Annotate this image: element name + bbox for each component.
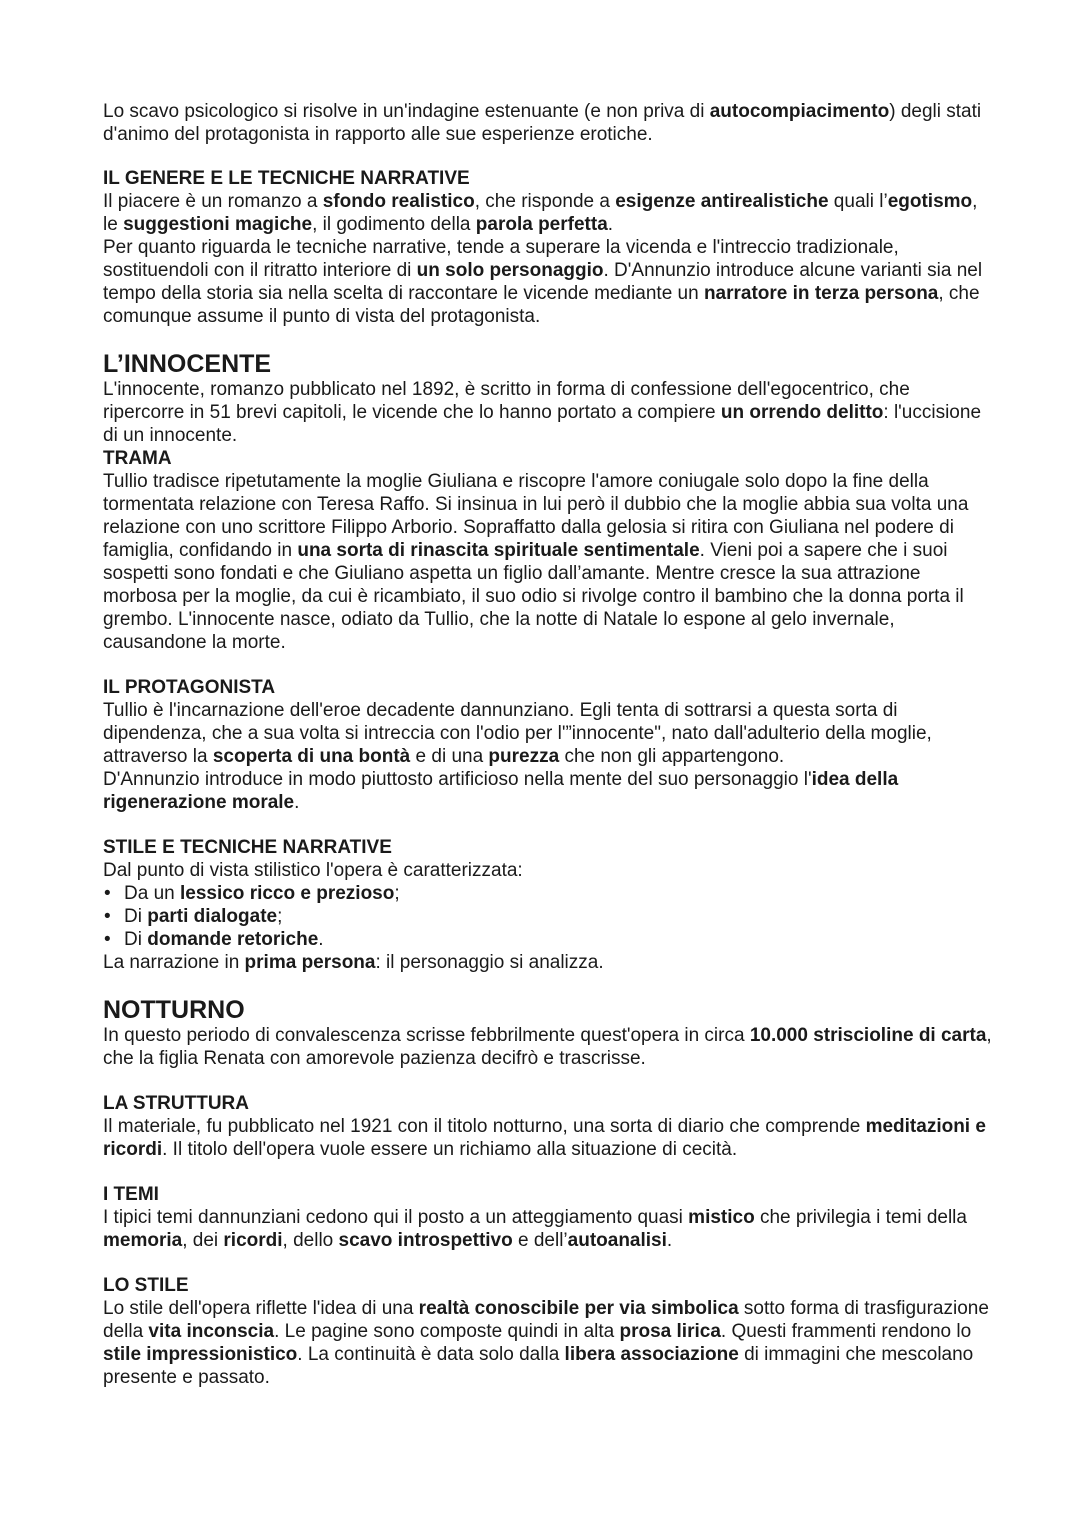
- bold-text: prosa lirica: [619, 1321, 721, 1342]
- bold-text: domande retoriche: [147, 929, 319, 950]
- bold-text: suggestioni magiche: [123, 214, 313, 235]
- temi-paragraph: I tipici temi dannunziani cedono qui il posto a un atteggiamento quasi mistico che privilegia i temi della memoria, dei ricordi, dello scavo introspettivo e dell’autoanalisi.: [103, 1207, 967, 1251]
- lo-stile-paragraph: Lo stile dell'opera riflette l'idea di una realtà conoscibile per via simbolica sotto forma di trasfigurazione della vita inconscia. Le pagine sono composte quindi in alta prosa lirica. Questi frammenti rendono lo stile impressionistico. La continuità è data solo dalla libera associazione di immagini che mescolano presente e passato.: [103, 1298, 989, 1388]
- notturno-paragraph: In questo periodo di convalescenza scrisse febbrilmente quest'opera in circa 10.000 striscioline di carta, che la figlia Renata con amorevole pazienza decifrò e trascrisse.: [103, 1025, 992, 1069]
- bold-text: vita inconscia: [148, 1321, 275, 1342]
- bold-text: scavo introspettivo: [338, 1230, 513, 1251]
- protagonista-paragraph-1: Tullio è l'incarnazione dell'eroe decadente dannunziano. Egli tenta di sottrarsi a questa sorta di dipendenza, che a sua volta si intreccia con l'odio per l'”innocente", nato dall'adulterio della moglie, attraverso la scoperta di una bontà e di una purezza che non gli appartengono.: [103, 700, 932, 767]
- trama-heading: TRAMA: [103, 448, 172, 469]
- stile-tecniche-heading: STILE E TECNICHE NARRATIVE: [103, 837, 392, 858]
- bold-text: prima persona: [244, 952, 376, 973]
- bold-text: stile impressionistico: [103, 1344, 298, 1365]
- bold-text: egotismo: [887, 191, 973, 212]
- bold-text: libera associazione: [564, 1344, 739, 1365]
- document-page: [103, 100, 993, 1389]
- stile-intro: Dal punto di vista stilistico l'opera è caratterizzata:: [103, 860, 523, 881]
- bold-text: sfondo realistico: [322, 191, 475, 212]
- bold-text: idea della rigenerazione morale: [103, 769, 899, 813]
- bold-text: parola perfetta: [475, 214, 608, 235]
- bold-text: narratore in terza persona: [703, 283, 939, 304]
- bold-text: autoanalisi: [567, 1230, 667, 1251]
- bold-text: meditazioni e ricordi: [103, 1116, 986, 1160]
- list-item: • Da un lessico ricco e prezioso;: [103, 882, 993, 905]
- trama-paragraph: Tullio tradisce ripetutamente la moglie Giuliana e riscopre l'amore coniugale solo dopo la fine della tormentata relazione con Teresa Raffo. Si insinua in lui però il dubbio che la moglie abbia sua volta una relazione con uno scrittore Filippo Arborio. Sopraffatto dalla gelosia si ritira con Giuliana nel podere di famiglia, confidando in una sorta di rinascita spirituale sentimentale. Vieni poi a sapere che i suoi sospetti sono fondati e che Giuliano aspetta un figlio dall’amante. Mentre cresce la sua attrazione morbosa per la moglie, da cui è ricambiato, il suo odio si rivolge contro il bambino che la donna porta il grembo. L'innocente nasce, odiato da Tullio, che la notte di Natale lo espone al gelo invernale, causandone la morte.: [103, 471, 969, 653]
- bold-text: purezza: [488, 746, 560, 767]
- genere-paragraph-1: Il piacere è un romanzo a sfondo realistico, che risponde a esigenze antirealistiche quali l’egotismo, le suggestioni magiche, il godimento della parola perfetta.: [103, 191, 978, 235]
- bold-text: memoria: [103, 1230, 183, 1251]
- stile-list: [103, 882, 993, 951]
- lo-stile-heading: LO STILE: [103, 1275, 189, 1296]
- temi-heading: I TEMI: [103, 1184, 159, 1205]
- bold-text: mistico: [688, 1207, 755, 1228]
- intro-paragraph: Lo scavo psicologico si risolve in un'indagine estenuante (e non priva di autocompiacimento) degli stati d'animo del protagonista in rapporto alle sue esperienze erotiche.: [103, 101, 982, 145]
- list-item: • Di parti dialogate;: [103, 905, 993, 928]
- innocente-title: L’INNOCENTE: [103, 350, 272, 378]
- list-item: • Di domande retoriche.: [103, 928, 993, 951]
- struttura-paragraph: Il materiale, fu pubblicato nel 1921 con il titolo notturno, una sorta di diario che comprende meditazioni e ricordi. Il titolo dell'opera vuole essere un richiamo alla situazione di cecità.: [103, 1116, 986, 1160]
- genere-paragraph-2: Per quanto riguarda le tecniche narrative, tende a superare la vicenda e l'intreccio tradizionale, sostituendoli con il ritratto interiore di un solo personaggio. D'Annunzio introduce alcune varianti sia nel tempo della storia sia nella scelta di raccontare le vicende mediante un narratore in terza persona, che comunque assume il punto di vista del protagonista.: [103, 237, 983, 327]
- bold-text: scoperta di una bontà: [212, 746, 411, 767]
- bold-text: un solo personaggio: [416, 260, 604, 281]
- bold-text: ricordi: [223, 1230, 283, 1251]
- bold-text: un orrendo delitto: [720, 402, 884, 423]
- stile-end: La narrazione in prima persona: il personaggio si analizza.: [103, 952, 604, 973]
- innocente-paragraph: L'innocente, romanzo pubblicato nel 1892, è scritto in forma di confessione dell'egocentrico, che ripercorre in 51 brevi capitoli, le vicende che lo hanno portato a compiere un orrendo delitto: l'uccisione di un innocente.: [103, 379, 982, 446]
- bold-text: lessico ricco e prezioso: [179, 883, 395, 904]
- bold-text: parti dialogate: [147, 906, 278, 927]
- bold-text: realtà conoscibile per via simbolica: [418, 1298, 739, 1319]
- genere-heading: IL GENERE E LE TECNICHE NARRATIVE: [103, 168, 470, 189]
- struttura-heading: LA STRUTTURA: [103, 1093, 249, 1114]
- notturno-title: NOTTURNO: [103, 996, 245, 1024]
- bold-text: esigenze antirealistiche: [615, 191, 829, 212]
- protagonista-paragraph-2: D'Annunzio introduce in modo piuttosto artificioso nella mente del suo personaggio l'idea della rigenerazione morale.: [103, 769, 899, 813]
- bold-text: 10.000 striscioline di carta: [749, 1025, 987, 1046]
- bold-text: una sorta di rinascita spirituale sentimentale: [297, 540, 700, 561]
- protagonista-heading: IL PROTAGONISTA: [103, 677, 276, 698]
- bold-text: autocompiacimento: [709, 101, 890, 122]
